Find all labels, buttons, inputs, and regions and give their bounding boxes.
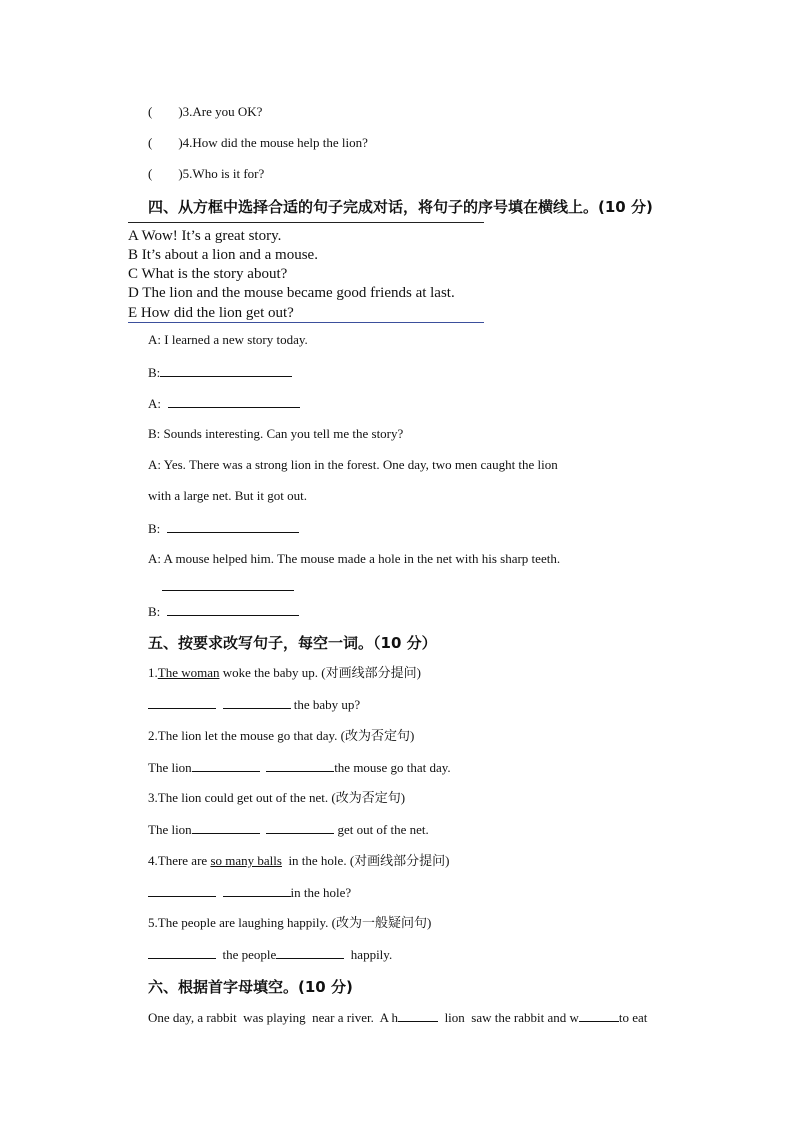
speaker-label: B: [148,604,161,619]
question-1 [148,665,421,681]
dialogue-line: A: A mouse helped him. The mouse made a hole in the net with his sharp teeth. [148,551,561,566]
answer-blank[interactable] [148,696,216,709]
answer-blank[interactable] [167,603,299,616]
question-text: 3.Are you OK? [182,104,263,119]
speaker-label: A: [148,396,161,411]
answer-blank[interactable] [162,578,294,591]
dialogue-line: with a large net. But it got out. [148,488,307,503]
passage-line [148,1009,647,1026]
answer-blank[interactable] [223,696,291,709]
question-text: woke the baby up. (对画线部分提问) [219,665,421,680]
answer-line-2 [148,759,451,776]
answer-text: the baby up? [293,697,361,712]
underlined-text: so many balls [210,853,282,868]
answer-blank[interactable] [192,759,260,772]
answer-text: the mouse go that day. [334,760,451,775]
answer-blank[interactable] [168,395,300,408]
answer-text: get out of the net. [337,822,429,837]
option-a: A Wow! It’s a great story. [128,228,282,244]
dialogue-line [148,603,299,620]
answer-text: The lion [148,760,192,775]
dialogue-line [148,364,292,381]
section-5-heading: 五、按要求改写句子，每空一词。（10 分） [148,634,437,652]
answer-paren: ( ) [148,135,183,150]
option-b: B It’s about a lion and a mouse. [128,247,318,263]
question-text: in the hole. (对画线部分提问) [281,853,450,868]
dialogue-line [148,520,299,537]
dialogue-line [148,395,300,412]
answer-blank[interactable] [276,946,344,959]
question-text: 4.There are [148,853,211,868]
section-4-heading: 四、从方框中选择合适的句子完成对话，将句子的序号填在横线上。(10 分) [148,198,653,216]
answer-paren: ( ) [148,166,183,181]
section-6-heading: 六、根据首字母填空。(10 分) [148,978,353,996]
answer-blank[interactable] [160,364,292,377]
answer-text: happily. [350,947,393,962]
question-number: 1. [148,665,158,680]
passage-text: to eat [618,1010,648,1025]
option-e: E How did the lion get out? [128,305,294,321]
question-text: 5.Who is it for? [182,166,265,181]
answer-line-5 [148,946,392,963]
answer-text: The lion [148,822,192,837]
question-text: 4.How did the mouse help the lion? [182,135,368,150]
options-box-bottom-rule [128,322,484,323]
answer-blank[interactable] [167,520,299,533]
answer-line-4 [148,884,351,901]
passage-text: One day, a rabbit was playing near a river. A h [148,1010,399,1025]
passage-text: lion saw the rabbit and w [444,1010,579,1025]
answer-blank[interactable] [148,884,216,897]
option-c: C What is the story about? [128,266,288,282]
answer-text: the people [222,947,277,962]
question-2: 2.The lion let the mouse go that day. (改为否定句) [148,728,415,743]
speaker-label: B: [148,521,161,536]
underlined-text: The woman [157,665,220,680]
options-box-top-rule [128,222,484,223]
dialogue-line: A: Yes. There was a strong lion in the forest. One day, two men caught the lion [148,457,558,472]
dialogue-line [162,578,294,595]
answer-blank[interactable] [266,821,334,834]
dialogue-line: B: Sounds interesting. Can you tell me the story? [148,426,404,441]
answer-line-3 [148,821,429,838]
question-5 [148,166,264,182]
question-5: 5.The people are laughing happily. (改为一般疑问句) [148,915,432,930]
question-4 [148,135,368,151]
question-4 [148,853,449,869]
answer-paren: ( ) [148,104,183,119]
speaker-label: B: [148,365,161,380]
question-3: 3.The lion could get out of the net. (改为否定句) [148,790,406,805]
answer-text: in the hole? [290,885,352,900]
dialogue-line: A: I learned a new story today. [148,332,308,347]
answer-blank[interactable] [398,1009,438,1022]
answer-blank[interactable] [192,821,260,834]
answer-blank[interactable] [579,1009,619,1022]
question-3 [148,104,262,120]
answer-line-1 [148,696,360,713]
answer-blank[interactable] [223,884,291,897]
option-d: D The lion and the mouse became good friends at last. [128,285,455,301]
answer-blank[interactable] [266,759,334,772]
answer-blank[interactable] [148,946,216,959]
